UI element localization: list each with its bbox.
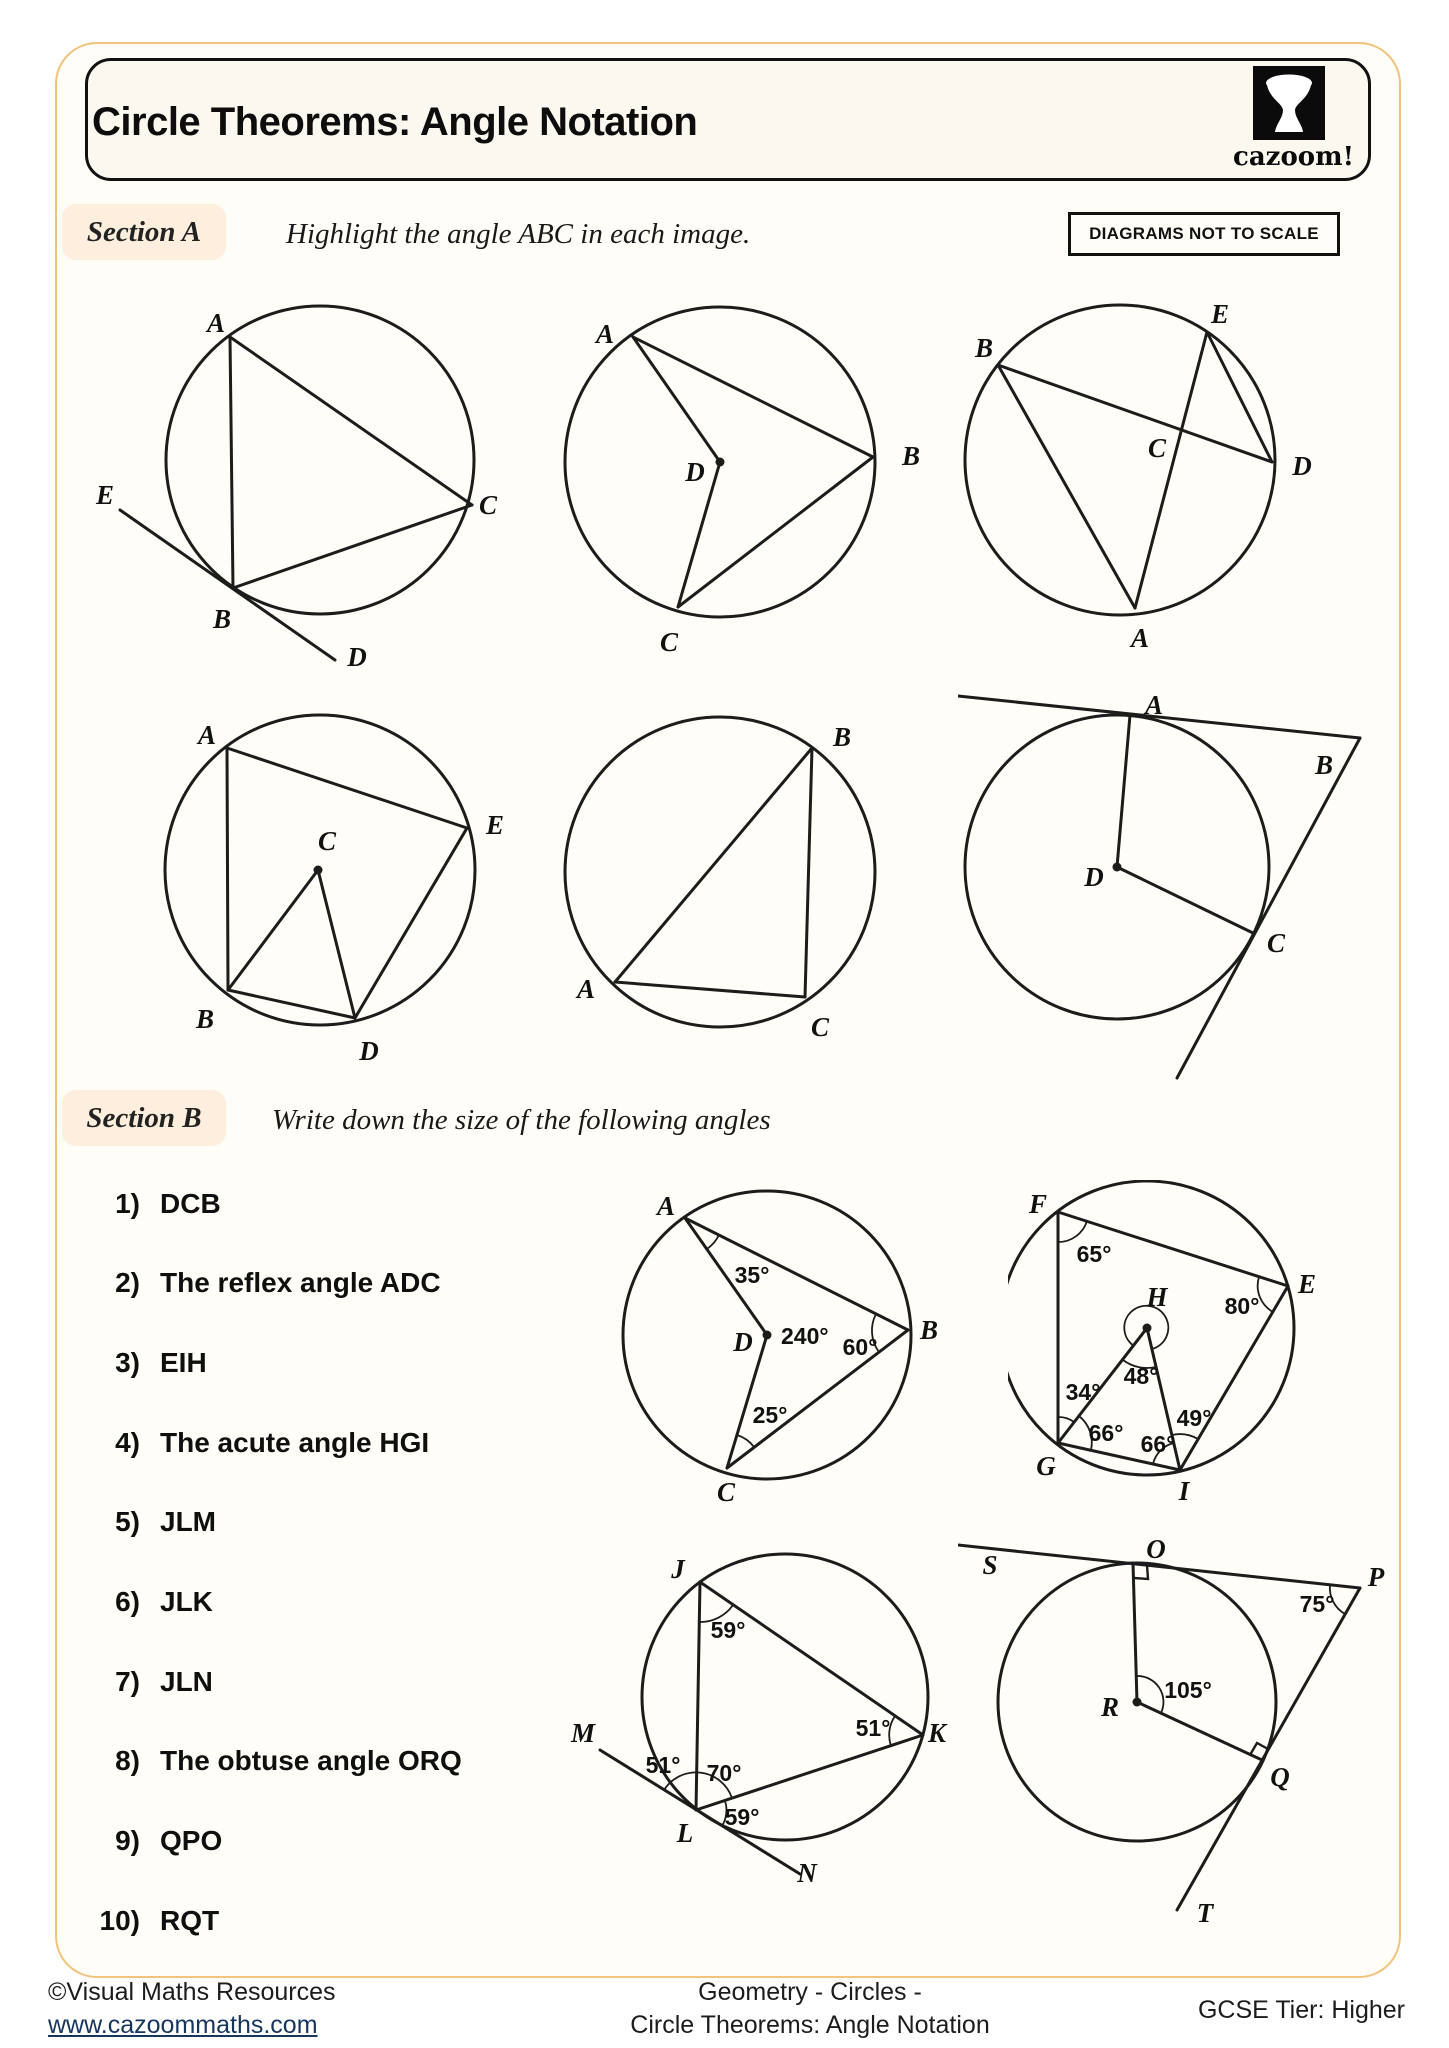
point-label-d: D <box>685 457 705 487</box>
point-label-e: E <box>1297 1269 1317 1299</box>
radius-line <box>318 870 355 1018</box>
section-a-instruction: Highlight the angle ABC in each image. <box>286 218 751 250</box>
point-label-c: C <box>478 490 498 520</box>
chord-line <box>696 1582 700 1810</box>
point-label-s: S <box>982 1550 998 1580</box>
angle-label-70: 70° <box>706 1760 742 1786</box>
section-a-label: Section A <box>62 204 226 260</box>
circle-outline <box>642 1554 928 1840</box>
point-label-a: A <box>197 720 217 750</box>
point-label-b: B <box>919 1315 939 1345</box>
angle-label-59-j: 59° <box>710 1617 746 1643</box>
point-label-e: E <box>485 810 505 840</box>
point-label-e: E <box>1210 299 1230 329</box>
point-label-d: D <box>359 1036 379 1066</box>
footer-website-link[interactable]: www.cazoommaths.com <box>48 2011 318 2039</box>
question-2: 2) The reflex angle ADC <box>115 1267 441 1298</box>
point-label-m: M <box>570 1718 596 1748</box>
footer-topic-line2: Circle Theorems: Angle Notation <box>630 2011 990 2039</box>
angle-label-80: 80° <box>1224 1293 1260 1319</box>
point-label-a: A <box>656 1191 676 1221</box>
angle-label-240: 240° <box>781 1323 829 1349</box>
chord-line <box>227 748 228 990</box>
question-4: 4) The acute angle HGI <box>115 1427 430 1458</box>
angle-label-34: 34° <box>1065 1379 1101 1405</box>
question-1: 1) DCB <box>115 1188 221 1219</box>
center-dot <box>1133 1698 1142 1707</box>
angle-label-66-g: 66° <box>1088 1420 1124 1446</box>
circle-outline <box>166 306 474 614</box>
chord-line <box>998 365 1135 608</box>
diagram-b1 <box>480 1185 940 1520</box>
point-label-l: L <box>676 1818 694 1848</box>
right-angle-mark <box>1134 1565 1148 1579</box>
tangent-line <box>600 1750 800 1874</box>
radius-line <box>1117 715 1130 867</box>
angle-arc <box>737 1435 754 1447</box>
point-label-b: B <box>195 1004 215 1034</box>
radius-line <box>1117 867 1253 933</box>
point-label-b: B <box>1314 750 1334 780</box>
diagram-a4 <box>125 698 525 1093</box>
angle-label-105: 105° <box>1164 1677 1212 1703</box>
angle-label-66-i: 66° <box>1140 1431 1176 1457</box>
point-label-n: N <box>797 1858 817 1888</box>
point-label-q: Q <box>1270 1762 1290 1792</box>
circle-outline <box>565 717 875 1027</box>
point-label-c: C <box>810 1012 830 1042</box>
point-label-a: A <box>595 319 615 349</box>
point-label-p: P <box>1367 1562 1385 1592</box>
chord-line <box>230 337 233 588</box>
footer-center <box>610 1976 1010 2042</box>
diagram-a1 <box>80 288 510 688</box>
diagram-a5 <box>560 688 950 1058</box>
question-3: 3) EIH <box>115 1347 207 1378</box>
chord-line <box>678 457 873 607</box>
point-label-d: D <box>1292 451 1312 481</box>
radius-line <box>228 870 318 990</box>
point-label-f: F <box>1028 1189 1048 1219</box>
point-label-c: C <box>716 1477 736 1507</box>
angle-label-49: 49° <box>1176 1405 1212 1431</box>
point-label-i: I <box>1178 1476 1190 1506</box>
angle-arc <box>707 1235 719 1249</box>
chord-line <box>1135 332 1207 608</box>
chord-line <box>805 748 812 997</box>
drum-icon <box>1253 66 1325 140</box>
footer-tier: GCSE Tier: Higher <box>1197 1996 1405 2024</box>
angle-label-35: 35° <box>734 1262 770 1288</box>
point-label-k: K <box>927 1718 947 1748</box>
angle-label-60: 60° <box>842 1334 878 1360</box>
tangent-line <box>1177 1588 1360 1910</box>
angle-arc <box>1172 1434 1198 1439</box>
point-label-c: C <box>1266 928 1286 958</box>
point-label-d: D <box>347 642 367 672</box>
point-label-r: R <box>1100 1692 1120 1722</box>
chord-line <box>233 505 472 588</box>
point-label-a: A <box>1144 690 1164 720</box>
angle-label-65: 65° <box>1076 1241 1112 1267</box>
cazoom-logo <box>1253 66 1325 140</box>
diagram-a2 <box>545 295 945 660</box>
angle-arc <box>1058 1221 1087 1242</box>
point-label-h: H <box>1146 1282 1168 1312</box>
point-label-d: D <box>733 1327 753 1357</box>
chord-line <box>700 1582 923 1735</box>
question-6: 6) JLK <box>115 1586 213 1617</box>
center-dot <box>1143 1324 1152 1333</box>
chord-line <box>727 1330 908 1468</box>
section-b-instruction: Write down the size of the following angles <box>272 1104 771 1136</box>
center-dot <box>716 458 725 467</box>
page-title: Circle Theorems: Angle Notation <box>92 100 698 144</box>
point-label-g: G <box>1036 1451 1056 1481</box>
point-label-a: A <box>206 308 226 338</box>
question-9: 9) QPO <box>115 1825 223 1856</box>
chord-line <box>228 990 355 1018</box>
point-label-a: A <box>1130 623 1150 653</box>
point-label-c: C <box>1147 433 1167 463</box>
diagram-a3 <box>950 285 1380 675</box>
tangent-line <box>120 510 335 660</box>
diagram-b3 <box>430 1550 975 1908</box>
point-label-e: E <box>95 480 115 510</box>
question-10: 10) RQT <box>99 1905 220 1936</box>
radius-line <box>633 337 720 462</box>
angle-arc <box>1258 1277 1273 1312</box>
angle-label-48: 48° <box>1123 1363 1159 1389</box>
point-label-b: B <box>901 441 921 471</box>
footer-topic-line1: Geometry - Circles - <box>698 1978 922 2006</box>
center-dot <box>314 866 323 875</box>
diagram-a6 <box>958 688 1433 1138</box>
angle-label-59-l: 59° <box>724 1804 760 1830</box>
point-label-j: J <box>671 1554 685 1584</box>
question-5: 5) JLM <box>115 1506 216 1537</box>
chord-line <box>633 337 873 457</box>
footer-left <box>48 1976 336 2042</box>
point-label-d: D <box>1084 862 1104 892</box>
point-label-t: T <box>1196 1898 1214 1928</box>
chord-line <box>230 337 472 505</box>
question-8: 8) The obtuse angle ORQ <box>115 1745 462 1776</box>
radius-line <box>1137 1702 1262 1760</box>
center-dot <box>763 1331 772 1340</box>
angle-arc <box>1058 1417 1074 1422</box>
radius-line <box>1133 1563 1137 1702</box>
point-label-c: C <box>317 826 337 856</box>
point-label-b: B <box>974 333 994 363</box>
chord-line <box>615 982 805 997</box>
angle-label-51-k: 51° <box>855 1715 891 1741</box>
diagram-b4 <box>958 1538 1433 1938</box>
point-label-b: B <box>212 604 232 634</box>
footer-copyright: ©Visual Maths Resources <box>48 1978 336 2006</box>
center-dot <box>1113 863 1122 872</box>
angle-label-25: 25° <box>752 1402 788 1428</box>
point-label-o: O <box>1146 1538 1166 1564</box>
section-b-label: Section B <box>62 1090 226 1146</box>
point-label-c: C <box>659 627 679 657</box>
question-7: 7) JLN <box>115 1666 213 1697</box>
point-label-a: A <box>576 974 596 1004</box>
logo-wordmark: cazoom! <box>1233 142 1355 172</box>
diagram-b2 <box>1008 1180 1418 1525</box>
angle-label-75: 75° <box>1299 1591 1335 1617</box>
angle-label-51-l: 51° <box>645 1752 681 1778</box>
chord-line <box>615 748 812 982</box>
point-label-b: B <box>832 722 852 752</box>
not-to-scale-badge: DIAGRAMS NOT TO SCALE <box>1068 212 1340 256</box>
chord-line <box>355 828 467 1018</box>
circle-outline <box>965 305 1275 615</box>
